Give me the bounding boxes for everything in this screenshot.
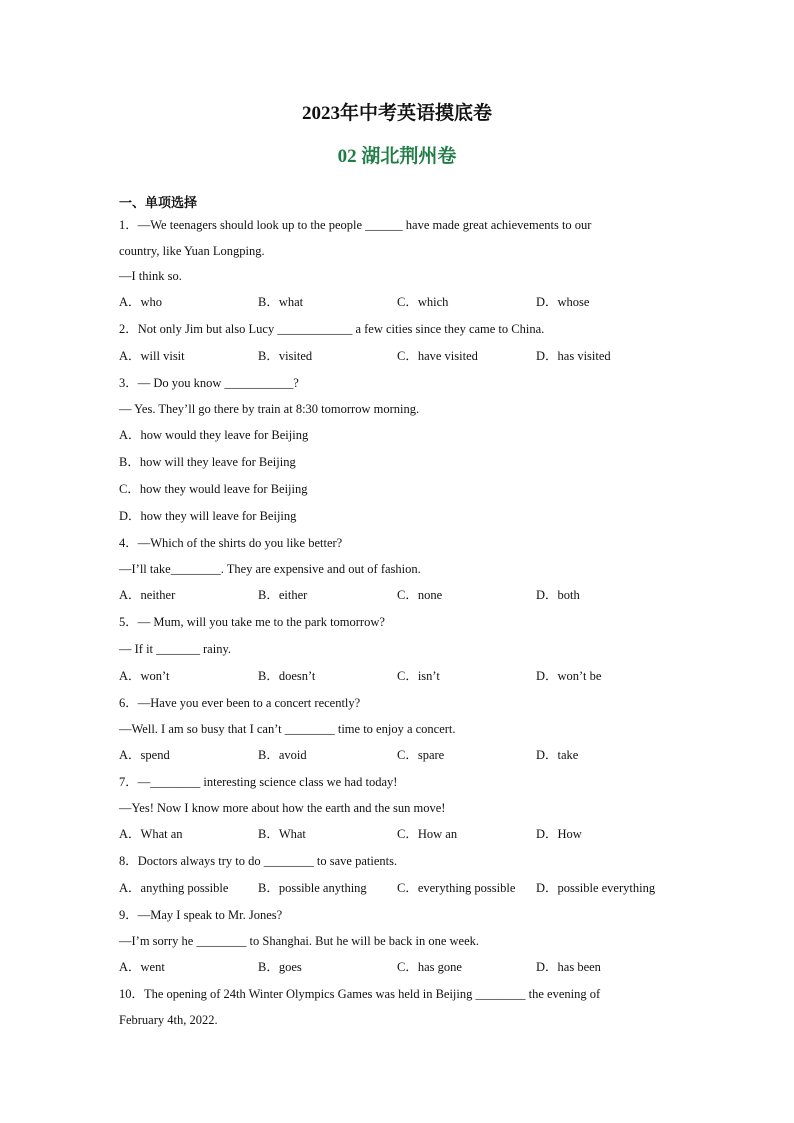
option-d[interactable]: D．won’t be	[536, 669, 602, 683]
option-c[interactable]: C．isn’t	[397, 669, 440, 683]
question-9-options	[119, 954, 679, 981]
option-b[interactable]: B．goes	[258, 960, 302, 974]
question-8-options	[119, 875, 679, 902]
option-b[interactable]: B．possible anything	[258, 881, 367, 895]
option-d[interactable]: D．whose	[536, 295, 590, 309]
question-7-stem: 7．—________ interesting science class we had today!	[119, 775, 398, 789]
option-d[interactable]: D．take	[536, 748, 579, 762]
option-c[interactable]: C．none	[397, 588, 443, 602]
option-b[interactable]: B．either	[258, 588, 308, 602]
question-9-reply: —I’m sorry he ________ to Shanghai. But he will be back in one week.	[119, 934, 479, 948]
question-1-stem-continued: country, like Yuan Longping.	[119, 244, 265, 258]
page-subtitle: 02 湖北荆州卷	[337, 146, 457, 167]
question-2-options	[119, 343, 679, 370]
question-2-stem: 2．Not only Jim but also Lucy ____________ a few cities since they came to China.	[119, 322, 545, 336]
option-d[interactable]: D．both	[536, 588, 580, 602]
question-5-options	[119, 663, 679, 690]
option-a[interactable]: A．how would they leave for Beijing	[119, 428, 309, 442]
option-b[interactable]: B．doesn’t	[258, 669, 316, 683]
question-9-stem: 9．—May I speak to Mr. Jones?	[119, 908, 283, 922]
question-10-stem-continued: February 4th, 2022.	[119, 1013, 218, 1027]
question-10-stem: 10．The opening of 24th Winter Olympics Games was held in Beijing ________ the evening of	[119, 987, 601, 1001]
option-c[interactable]: C．how they would leave for Beijing	[119, 482, 308, 496]
option-b[interactable]: B．What	[258, 827, 306, 841]
question-6-options	[119, 742, 679, 769]
option-a[interactable]: A．anything possible	[119, 881, 229, 895]
option-d[interactable]: D．has been	[536, 960, 601, 974]
section-heading: 一、单项选择	[119, 195, 198, 210]
option-a[interactable]: A．won’t	[119, 669, 170, 683]
option-a[interactable]: A．neither	[119, 588, 176, 602]
question-5-stem: 5．— Mum, will you take me to the park tomorrow?	[119, 615, 385, 629]
option-b[interactable]: B．visited	[258, 349, 313, 363]
option-c[interactable]: C．has gone	[397, 960, 462, 974]
question-3-stem: 3．— Do you know ___________?	[119, 376, 299, 390]
question-3-reply: — Yes. They’ll go there by train at 8:30 tomorrow morning.	[119, 402, 420, 416]
option-c[interactable]: C．which	[397, 295, 449, 309]
question-6-stem: 6．—Have you ever been to a concert recently?	[119, 696, 361, 710]
option-a[interactable]: A．who	[119, 295, 163, 309]
question-1-stem: 1．—We teenagers should look up to the people ______ have made great achievements to our	[119, 218, 592, 232]
option-d[interactable]: D．How	[536, 827, 582, 841]
question-1-options	[119, 289, 679, 316]
option-a[interactable]: A．spend	[119, 748, 170, 762]
option-a[interactable]: A．will visit	[119, 349, 185, 363]
page-title: 2023年中考英语摸底卷	[301, 103, 492, 124]
option-b[interactable]: B．avoid	[258, 748, 307, 762]
option-d[interactable]: D．possible everything	[536, 881, 656, 895]
question-4-stem: 4．—Which of the shirts do you like better?	[119, 536, 343, 550]
question-8-stem: 8．Doctors always try to do ________ to save patients.	[119, 854, 398, 868]
question-7-options	[119, 821, 679, 848]
option-b[interactable]: B．what	[258, 295, 304, 309]
option-d[interactable]: D．has visited	[536, 349, 611, 363]
option-a[interactable]: A．went	[119, 960, 165, 974]
question-6-reply: —Well. I am so busy that I can’t ________ time to enjoy a concert.	[119, 722, 456, 736]
option-b[interactable]: B．how will they leave for Beijing	[119, 455, 296, 469]
question-1-reply: —I think so.	[119, 269, 182, 283]
question-7-reply: —Yes! Now I know more about how the earth and the sun move!	[119, 801, 446, 815]
question-4-options	[119, 582, 679, 609]
option-c[interactable]: C．How an	[397, 827, 458, 841]
question-list	[119, 194, 679, 1033]
question-4-reply: —I’ll take________. They are expensive and out of fashion.	[119, 562, 421, 576]
question-5-reply: — If it _______ rainy.	[119, 642, 232, 656]
option-d[interactable]: D．how they will leave for Beijing	[119, 509, 297, 523]
option-c[interactable]: C．everything possible	[397, 881, 516, 895]
option-a[interactable]: A．What an	[119, 827, 183, 841]
option-c[interactable]: C．have visited	[397, 349, 478, 363]
option-c[interactable]: C．spare	[397, 748, 445, 762]
